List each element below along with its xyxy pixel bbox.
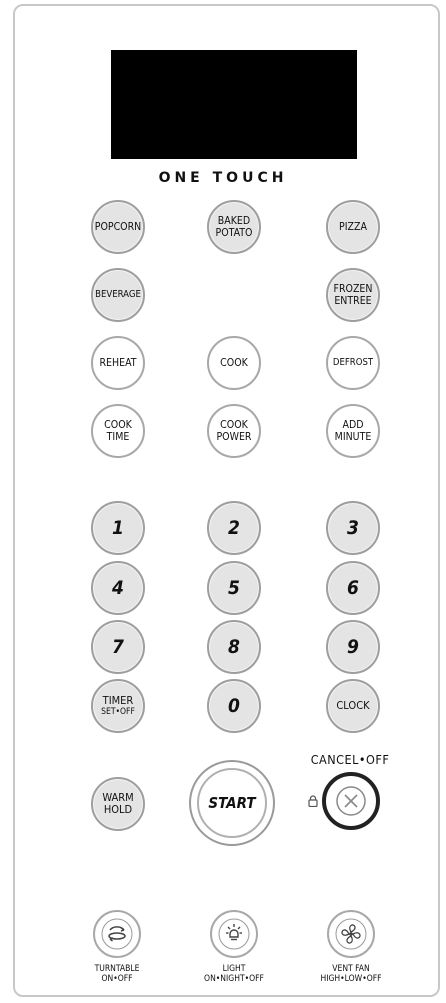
number-8-label: 8 bbox=[228, 636, 240, 658]
vent-fan-label: VENT FAN HIGH•LOW•OFF bbox=[320, 964, 382, 984]
number-7-button[interactable] bbox=[91, 620, 145, 674]
cook-time-button[interactable] bbox=[91, 404, 145, 458]
number-5-label: 5 bbox=[228, 577, 240, 599]
number-1-button[interactable] bbox=[91, 501, 145, 555]
light-label: LIGHT ON•NIGHT•OFF bbox=[204, 964, 264, 984]
warm-hold-label: WARM HOLD bbox=[102, 791, 134, 816]
baked-potato-button[interactable] bbox=[207, 200, 261, 254]
cook-power-button[interactable] bbox=[207, 404, 261, 458]
number-7-label: 7 bbox=[112, 636, 124, 658]
number-2-button[interactable] bbox=[207, 501, 261, 555]
turntable-button[interactable] bbox=[93, 910, 141, 958]
timer-button[interactable] bbox=[91, 679, 145, 733]
number-0-button[interactable] bbox=[207, 679, 261, 733]
timer-label: TIMER bbox=[102, 694, 134, 707]
pizza-button[interactable] bbox=[326, 200, 380, 254]
baked-potato-label: BAKED POTATO bbox=[215, 215, 253, 239]
number-6-button[interactable] bbox=[326, 561, 380, 615]
fan-icon bbox=[334, 917, 368, 951]
number-6-label: 6 bbox=[347, 577, 359, 599]
number-4-label: 4 bbox=[112, 577, 124, 599]
cook-time-label: COOK TIME bbox=[104, 419, 132, 443]
frozen-entree-button[interactable] bbox=[326, 268, 380, 322]
number-3-label: 3 bbox=[347, 517, 359, 539]
light-bulb-icon bbox=[217, 917, 251, 951]
reheat-button[interactable] bbox=[91, 336, 145, 390]
cook-label: COOK bbox=[220, 357, 248, 369]
beverage-label: BEVERAGE bbox=[95, 289, 141, 300]
pizza-label: PIZZA bbox=[339, 221, 367, 233]
number-4-button[interactable] bbox=[91, 561, 145, 615]
popcorn-button[interactable] bbox=[91, 200, 145, 254]
number-2-label: 2 bbox=[228, 517, 240, 539]
one-touch-title: ONE TOUCH bbox=[158, 170, 288, 186]
clock-label: CLOCK bbox=[336, 699, 370, 712]
defrost-label: DEFROST bbox=[332, 357, 374, 368]
timer-sub-label: SET•OFF bbox=[101, 707, 135, 717]
display-screen bbox=[111, 50, 357, 159]
add-minute-label: ADD MINUTE bbox=[334, 419, 372, 443]
add-minute-button[interactable] bbox=[326, 404, 380, 458]
start-inner-ring bbox=[197, 768, 267, 838]
clock-button[interactable] bbox=[326, 679, 380, 733]
beverage-button[interactable] bbox=[91, 268, 145, 322]
lock-icon bbox=[308, 795, 318, 807]
vent-fan-button[interactable] bbox=[327, 910, 375, 958]
cancel-x-icon bbox=[334, 784, 368, 818]
start-label: START bbox=[208, 794, 256, 812]
defrost-button[interactable] bbox=[326, 336, 380, 390]
reheat-label: REHEAT bbox=[99, 357, 137, 369]
number-8-button[interactable] bbox=[207, 620, 261, 674]
cancel-off-button[interactable] bbox=[322, 772, 380, 830]
cook-button[interactable] bbox=[207, 336, 261, 390]
start-button[interactable] bbox=[189, 760, 275, 846]
number-0-label: 0 bbox=[228, 695, 240, 717]
light-button[interactable] bbox=[210, 910, 258, 958]
cancel-off-label: CANCEL•OFF bbox=[310, 752, 390, 767]
turntable-label: TURNTABLE ON•OFF bbox=[94, 964, 140, 984]
number-9-label: 9 bbox=[347, 636, 359, 658]
warm-hold-button[interactable] bbox=[91, 777, 145, 831]
number-5-button[interactable] bbox=[207, 561, 261, 615]
popcorn-label: POPCORN bbox=[94, 221, 142, 233]
cook-power-label: COOK POWER bbox=[216, 419, 252, 443]
number-1-label: 1 bbox=[112, 517, 124, 539]
turntable-icon bbox=[100, 917, 134, 951]
number-9-button[interactable] bbox=[326, 620, 380, 674]
frozen-entree-label: FROZEN ENTREE bbox=[333, 283, 373, 307]
number-3-button[interactable] bbox=[326, 501, 380, 555]
